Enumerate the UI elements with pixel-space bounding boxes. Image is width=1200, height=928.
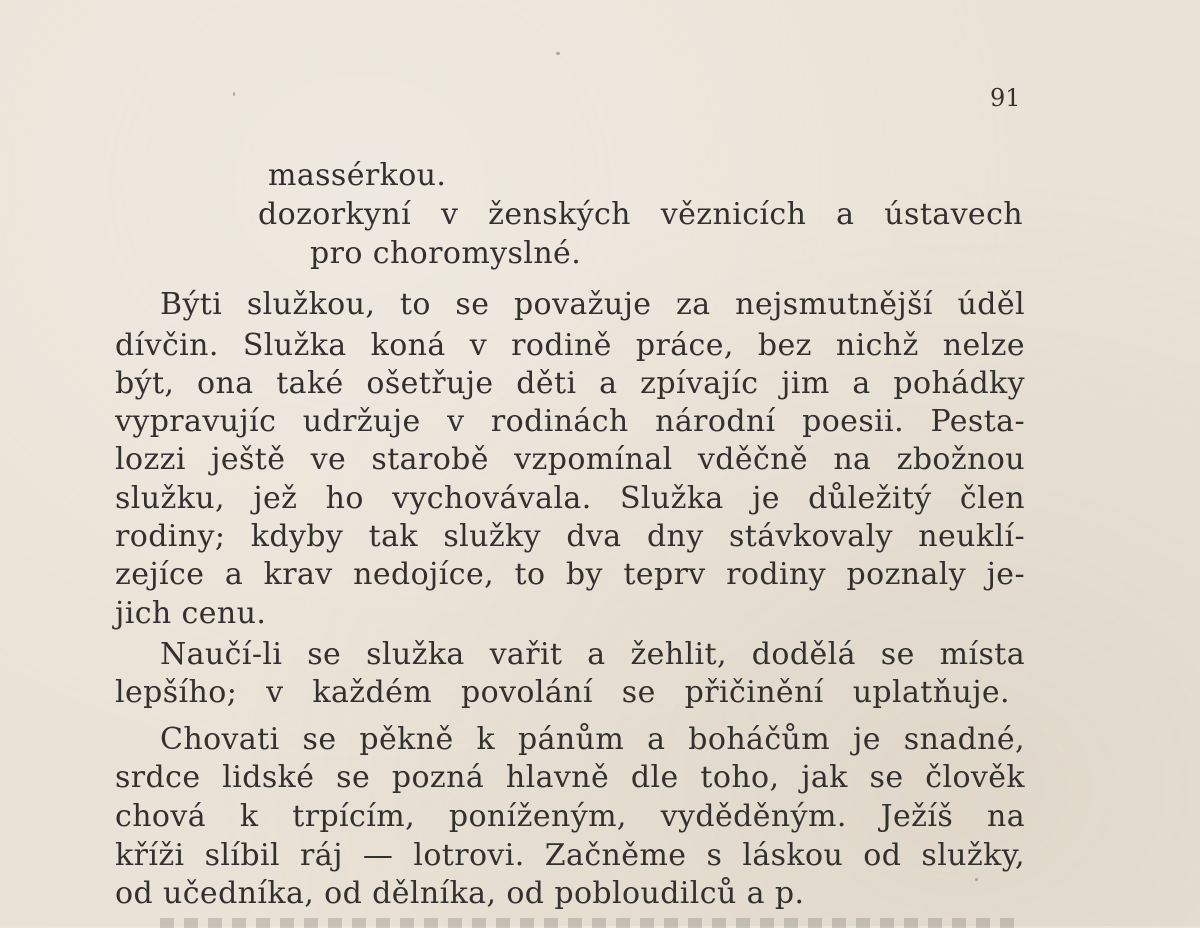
paragraph-line: lepšího; v každém povolání se přičinění uplatňuje.	[115, 675, 1010, 710]
paragraph-line: dívčin. Služka koná v rodině práce, bez nichž nelze	[115, 328, 1025, 363]
paragraph-line: Naučí-li se služka vařit a žehlit, dodělá se místa	[160, 637, 1025, 672]
paragraph-line: od učedníka, od dělníka, od pobloudilců a p.	[115, 876, 805, 911]
paragraph-line: jich cenu.	[115, 596, 267, 631]
list-line: dozorkyní v ženských věznicích a ústavech	[258, 197, 1023, 232]
paragraph-line: srdce lidské se pozná hlavně dle toho, jak se člověk	[115, 760, 1025, 795]
paragraph-line: chová k trpícím, poníženým, vyděděným. Ježíš na	[115, 799, 1025, 834]
paper-speck	[975, 878, 978, 881]
page-number: 91	[990, 84, 1021, 112]
paragraph-line: lozzi ještě ve starobě vzpomínal vděčně na zbožnou	[115, 442, 1025, 477]
paragraph-line: vypravujíc udržuje v rodinách národní poesii. Pesta-	[115, 404, 1025, 439]
paragraph-line: Chovati se pěkně k pánům a boháčům je snadné,	[160, 722, 1025, 757]
paper-speck	[556, 52, 560, 55]
paragraph-line: Býti služkou, to se považuje za nejsmutnější úděl	[160, 287, 1025, 322]
paragraph-line: být, ona také ošetřuje děti a zpívajíc jim a pohádky	[115, 366, 1025, 401]
paragraph-line: kříži slíbil ráj — lotrovi. Začněme s láskou od služky,	[115, 838, 1025, 873]
paragraph-line: rodiny; kdyby tak služky dva dny stávkovaly neuklí-	[115, 519, 1025, 554]
cut-off-line	[160, 918, 1020, 928]
paragraph-line: zejíce a krav nedojíce, to by teprv rodiny poznaly je-	[115, 557, 1025, 592]
paper-speck	[233, 92, 235, 96]
list-line: pro choromyslné.	[310, 236, 582, 271]
list-line: massérkou.	[268, 158, 447, 193]
paragraph-line: služku, jež ho vychovávala. Služka je důležitý člen	[115, 481, 1025, 516]
